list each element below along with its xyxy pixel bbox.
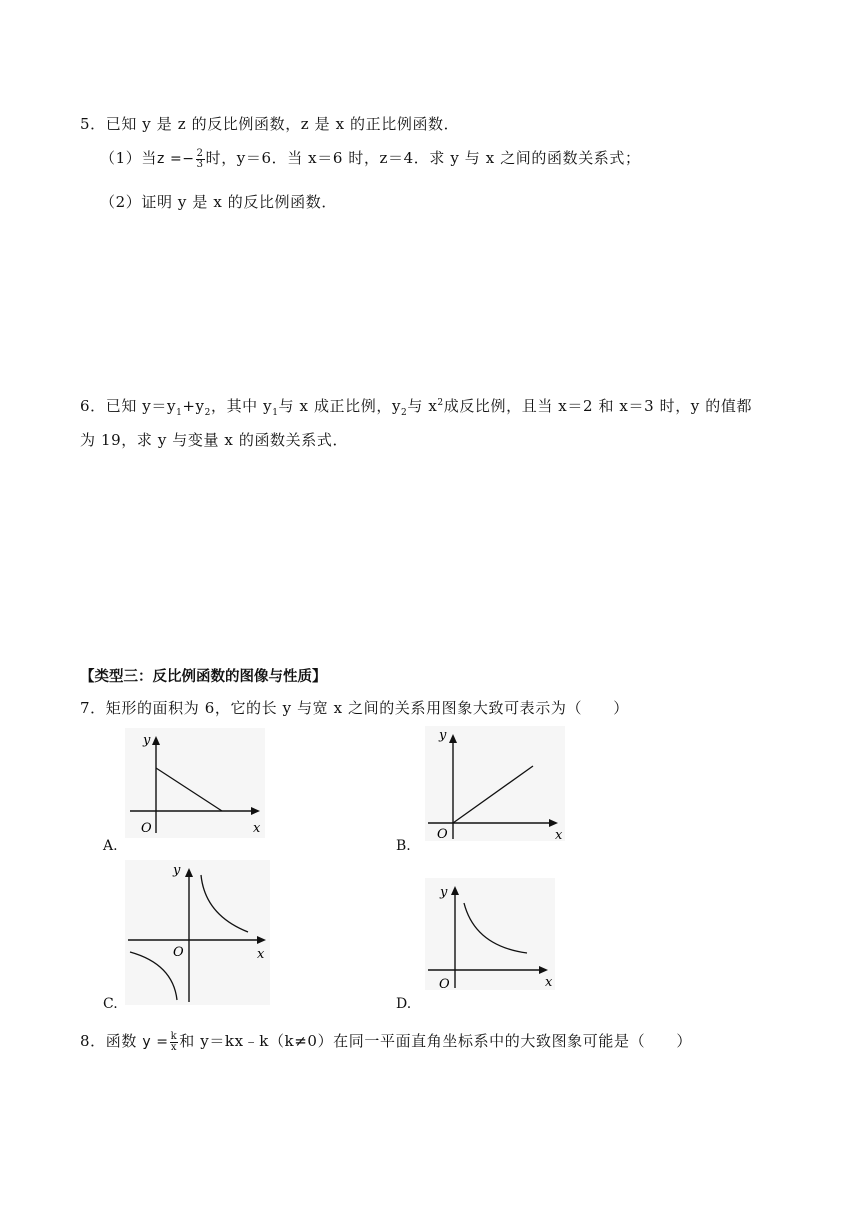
q8-rest: 和 y＝kx﹣k（k≠0）在同一平面直角坐标系中的大致图象可能是（ ） (179, 1032, 692, 1050)
q5-z-equals: z =− (156, 151, 195, 167)
option-d-curve (464, 903, 527, 953)
q5-part1-prefix: （1）当 (100, 149, 157, 167)
y-axis-arrow-icon (451, 886, 459, 895)
option-c-graph[interactable] (125, 860, 270, 1005)
q6-sub1: 1 (176, 408, 183, 418)
x-axis-label: x (555, 828, 563, 841)
option-b-graph[interactable] (425, 726, 565, 841)
q6-sub2: 2 (204, 408, 211, 418)
q8-y-equals: y = (142, 1034, 169, 1050)
x-axis-arrow-icon (549, 819, 558, 827)
y-axis-arrow-icon (152, 736, 160, 745)
q6-text-f: 成反比例，且当 x＝2 和 x＝3 时，y 的值都 (443, 397, 753, 415)
q6-line2: 为 19，求 y 与变量 x 的函数关系式． (80, 431, 349, 449)
origin-label: O (437, 827, 448, 841)
q5-stem: 5．已知 y 是 z 的反比例函数，z 是 x 的正比例函数． (80, 115, 460, 133)
q8-stem (80, 1030, 692, 1053)
option-c-label[interactable]: C. (103, 996, 118, 1012)
q5-part1-rest: 时，y＝6．当 x＝6 时，z＝4．求 y 与 x 之间的函数关系式； (205, 149, 641, 167)
origin-label: O (141, 821, 152, 836)
option-b-label[interactable]: B. (396, 838, 411, 854)
section-heading: 【类型三：反比例函数的图像与性质】 (80, 669, 327, 685)
y-axis-arrow-icon (185, 868, 193, 877)
y-axis-label: y (143, 733, 151, 748)
origin-label: O (439, 977, 450, 990)
option-a-svg (125, 728, 265, 838)
q6-text-d: 与 x 成正比例，y (278, 397, 402, 415)
q6-sup1: 2 (437, 398, 444, 408)
q6-sub4: 2 (401, 408, 408, 418)
option-a-label[interactable]: A. (103, 838, 118, 854)
option-c-curve-q3 (130, 952, 177, 1000)
option-a-line (156, 768, 222, 811)
option-d-graph[interactable] (425, 878, 555, 990)
x-axis-arrow-icon (539, 966, 548, 974)
q6-line1 (80, 395, 752, 418)
q6-text-e: 与 x (407, 397, 438, 415)
q5-part1 (100, 147, 641, 170)
option-b-svg (425, 726, 565, 841)
y-axis-arrow-icon (449, 734, 457, 743)
x-axis-label: x (257, 947, 265, 962)
q7-stem: 7．矩形的面积为 6，它的长 y 与宽 x 之间的关系用图象大致可表示为（ ） (80, 699, 629, 717)
q8-fraction-numerator: k (170, 1030, 178, 1042)
q8-fraction (170, 1032, 179, 1053)
option-d-label[interactable]: D. (396, 996, 412, 1012)
option-a-graph[interactable] (125, 728, 265, 838)
q5-fraction (196, 149, 205, 170)
y-axis-label: y (173, 863, 181, 878)
q5-part2: （2）证明 y 是 x 的反比例函数． (100, 193, 337, 211)
q6-text-a: 6．已知 y＝y (80, 397, 177, 415)
x-axis-label: x (545, 975, 553, 990)
q8-prefix: 8．函数 (80, 1032, 137, 1050)
q6-text-b: +y (182, 397, 205, 415)
x-axis-label: x (253, 821, 261, 836)
y-axis-label: y (439, 728, 447, 743)
option-c-svg (125, 860, 270, 1005)
option-d-svg (425, 878, 555, 990)
option-c-curve-q1 (201, 875, 248, 932)
q5-fraction-denominator: 3 (196, 158, 204, 170)
x-axis-arrow-icon (251, 807, 260, 815)
x-axis-arrow-icon (257, 936, 266, 944)
q5-fraction-numerator: 2 (196, 147, 204, 159)
origin-label: O (173, 945, 184, 960)
y-axis-label: y (440, 885, 448, 900)
option-b-line (453, 766, 533, 823)
q8-fraction-denominator: x (170, 1041, 178, 1053)
q6-sub3: 1 (272, 408, 279, 418)
q6-text-c: ，其中 y (210, 397, 273, 415)
